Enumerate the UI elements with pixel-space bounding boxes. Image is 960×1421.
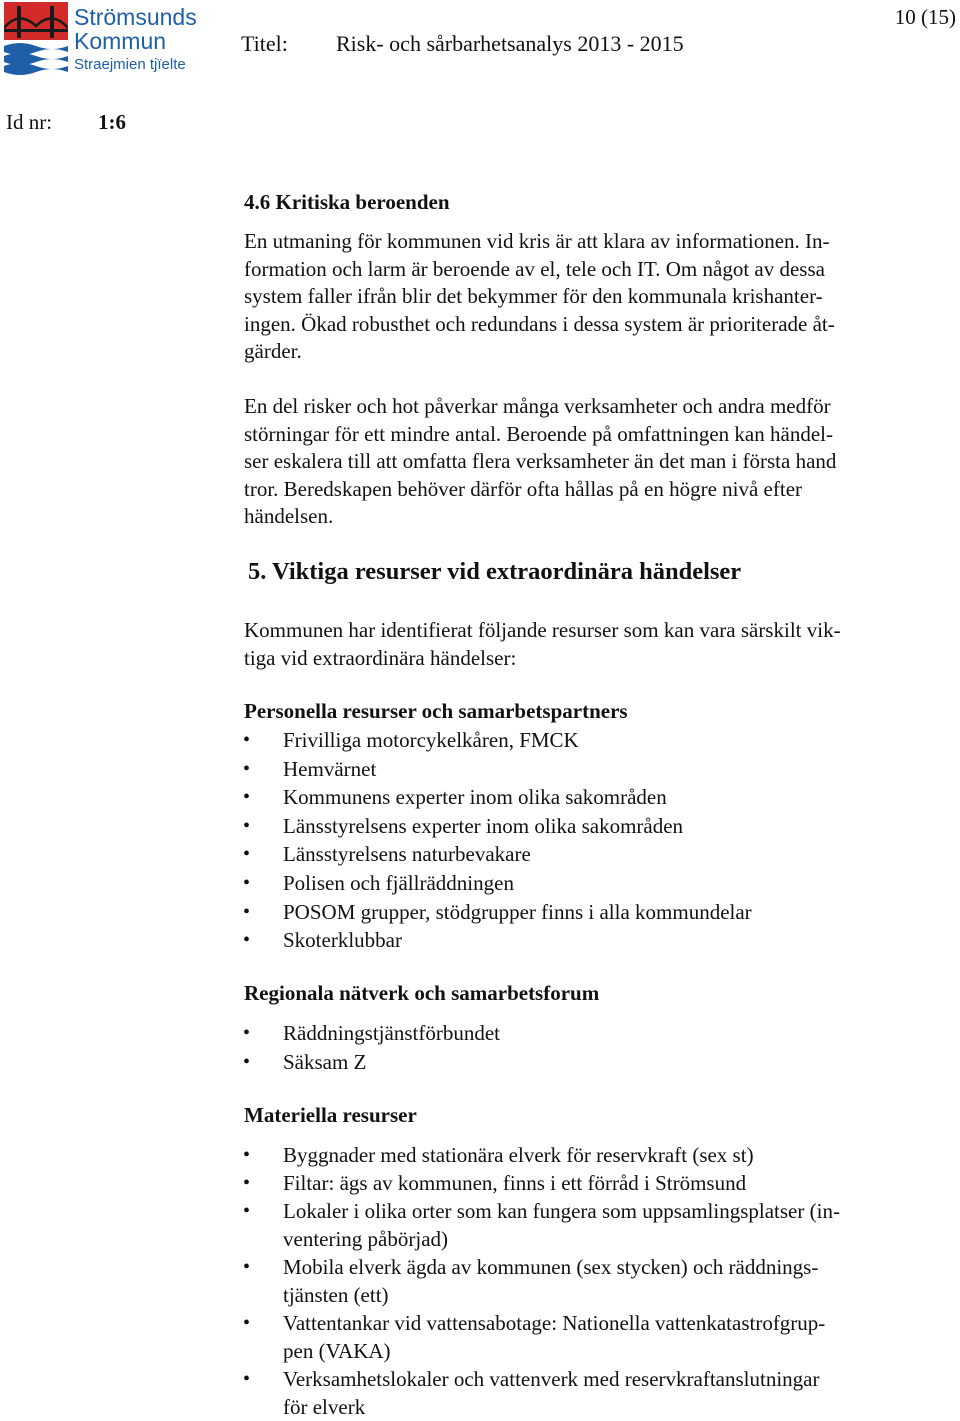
id-value: 1:6	[98, 110, 126, 134]
list-item	[244, 1309, 944, 1365]
list-item: • Polisen och fjällräddningen	[244, 869, 944, 898]
list-item-line: • Vattentankar vid vattensabotage: Nationella vattenkatastrofgrup-	[283, 1311, 826, 1335]
paragraph-line: störningar för ett mindre antal. Beroende på omfattningen kan händel-	[244, 421, 833, 446]
paragraph-line: händelsen.	[244, 504, 334, 529]
document-title: Risk- och sårbarhetsanalys 2013 - 2015	[336, 31, 684, 56]
page-number: 10 (15)	[894, 5, 956, 29]
paragraph-line: tiga vid extraordinära händelser:	[244, 645, 517, 670]
list-item-line: pen (VAKA)	[283, 1339, 391, 1363]
id-label: Id nr:	[6, 110, 53, 134]
logo-text-line1: Strömsunds	[74, 4, 197, 30]
list-item	[244, 1365, 944, 1421]
municipality-logo	[4, 2, 197, 82]
bridge-logo-icon	[4, 2, 68, 80]
list-item: • Byggnader med stationära elverk för reservkraft (sex st)	[244, 1141, 944, 1169]
paragraph-line: En del risker och hot påverkar många verksamheter och andra medför	[244, 394, 831, 418]
list-item: • Länsstyrelsens naturbevakare	[244, 840, 944, 869]
paragraph-line: En utmaning för kommunen vid kris är att klara av informationen. In-	[244, 229, 830, 253]
list-item-line: • Mobila elverk ägda av kommunen (sex stycken) och räddnings-	[283, 1255, 819, 1279]
subheading-personnel: Personella resurser och samarbetspartners	[244, 699, 628, 723]
list-item-line: tjänsten (ett)	[283, 1283, 389, 1307]
personnel-list	[244, 726, 944, 955]
list-item: • Skoterklubbar	[244, 926, 944, 955]
title-label: Titel:	[241, 31, 288, 56]
list-item: • Räddningstjänstförbundet	[244, 1019, 944, 1048]
section-heading-4-6: 4.6 Kritiska beroenden	[244, 190, 450, 214]
logo-text-line2: Kommun	[74, 28, 167, 54]
paragraph-line: Kommunen har identifierat följande resurser som kan vara särskilt vik-	[244, 618, 841, 642]
list-item: • Länsstyrelsens experter inom olika sakområden	[244, 812, 944, 841]
list-item-line: • Verksamhetslokaler och vattenverk med reservkraftanslutningar	[283, 1367, 820, 1391]
paragraph-dependencies	[244, 228, 944, 366]
list-item: • Filtar: ägs av kommunen, finns i ett förråd i Strömsund	[244, 1169, 944, 1197]
paragraph-line: ingen. Ökad robusthet och redundans i dessa system är prioriterade åt-	[244, 311, 835, 336]
list-item: • Hemvärnet	[244, 755, 944, 784]
list-item	[244, 1197, 944, 1253]
subheading-material: Materiella resurser	[244, 1103, 417, 1127]
material-list	[244, 1141, 944, 1421]
list-item	[244, 1253, 944, 1309]
paragraph-line: ser eskalera till att omfatta flera verksamheter än det man i första hand	[244, 449, 837, 474]
list-item-line: • Lokaler i olika orter som kan fungera som uppsamlingsplatser (in-	[283, 1199, 840, 1223]
logo-text-line3: Straejmien tjïelte	[74, 56, 186, 73]
list-item: • POSOM grupper, stödgrupper finns i alla kommundelar	[244, 898, 944, 927]
paragraph-intro	[244, 617, 944, 672]
list-item-line: för elverk	[283, 1395, 366, 1419]
paragraph-line: system faller ifrån blir det bekymmer för den kommunala krishanter-	[244, 284, 823, 309]
subheading-regional: Regionala nätverk och samarbetsforum	[244, 981, 600, 1005]
paragraph-line: tror. Beredskapen behöver därför ofta hållas på en högre nivå efter	[244, 476, 803, 501]
list-item: • Frivilliga motorcykelkåren, FMCK	[244, 726, 944, 755]
paragraph-line: formation och larm är beroende av el, tele och IT. Om något av dessa	[244, 256, 825, 281]
list-item: • Kommunens experter inom olika sakområden	[244, 783, 944, 812]
list-item-line: ventering påbörjad)	[283, 1227, 449, 1251]
regional-list	[244, 1019, 944, 1076]
list-item: • Säksam Z	[244, 1048, 944, 1077]
paragraph-risks	[244, 393, 944, 531]
paragraph-line: gärder.	[244, 339, 302, 364]
section-heading-5: 5. Viktiga resurser vid extraordinära händelser	[248, 558, 742, 585]
